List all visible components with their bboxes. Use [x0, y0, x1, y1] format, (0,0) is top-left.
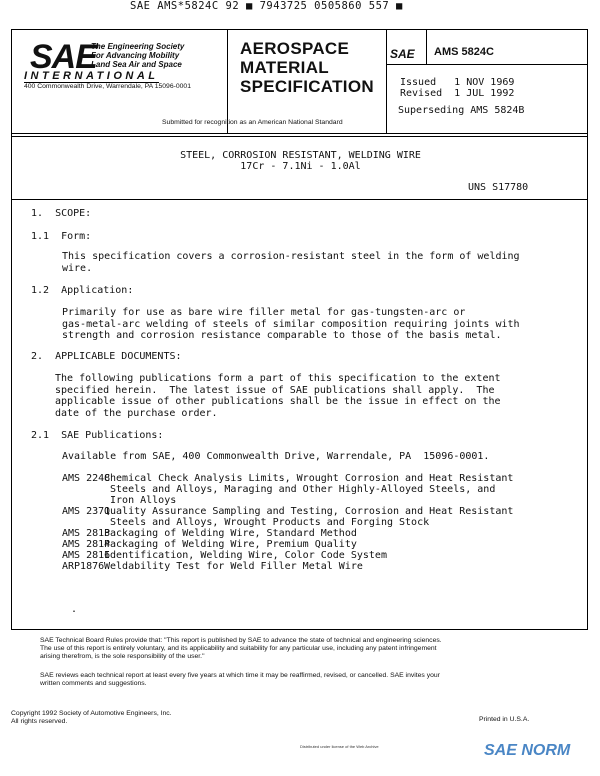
header-rule: [12, 136, 587, 137]
reference-item: [62, 539, 513, 550]
stray-mark: .: [71, 604, 78, 615]
tagline-line: Land Sea Air and Space: [91, 60, 182, 69]
scan-header: SAE AMS*5824C 92 ■ 7943725 0505860 557 ■: [130, 0, 403, 12]
reference-id: AMS 2248: [62, 473, 111, 484]
material-title: [12, 150, 589, 172]
section-text: The following publications form a part of this specification to the extent specified herein. The latest issue of SAE publications shall apply. The applicable issue of other publications shall be the issue in effect on the date of the purchase order.: [55, 373, 501, 419]
reference-item: [62, 506, 513, 528]
reference-title: Packaging of Welding Wire, Standard Method: [104, 528, 357, 539]
sae-small-logo: SAE: [390, 47, 415, 61]
tagline-line: The Engineering Society: [91, 42, 185, 51]
revised-date: Revised 1 JUL 1992: [400, 88, 515, 99]
uns-number: UNS S17780: [468, 182, 529, 193]
document-frame: [11, 29, 588, 630]
reference-id: AMS 2814: [62, 539, 111, 550]
title-line: SPECIFICATION: [240, 77, 374, 96]
superseding: Superseding AMS 5824B: [398, 105, 525, 116]
reference-title: Quality Assurance Sampling and Testing, Corrosion and Heat Resistant Steels and Alloys, Wrought Products and Forging Stock: [104, 506, 514, 528]
watermark-logo: SAE NORM: [484, 742, 571, 759]
material-title-line: STEEL, CORROSION RESISTANT, WELDING WIRE: [180, 150, 421, 161]
section-heading: 2. APPLICABLE DOCUMENTS:: [31, 351, 182, 362]
section-text: This specification covers a corrosion-resistant steel in the form of welding wire.: [62, 251, 520, 274]
section-heading: 1. SCOPE:: [31, 208, 92, 219]
reference-title: Identification, Welding Wire, Color Code System: [104, 550, 387, 561]
printed-in: Printed in U.S.A.: [479, 716, 530, 723]
reference-title: Chemical Check Analysis Limits, Wrought Corrosion and Heat Resistant Steels and Alloys, Maraging and Other Highly-Alloyed Steels, and Iron Alloys: [104, 473, 514, 506]
logo-tagline: [91, 42, 201, 69]
reference-title: Weldability Test for Weld Filler Metal Wire: [104, 561, 363, 572]
submitted-note: Submitted for recognition as an American National Standard: [162, 119, 343, 126]
title-line: AEROSPACE: [240, 39, 350, 58]
distribution-note: Distributed under license of the Web Archive: [300, 744, 379, 749]
reference-id: AMS 2371: [62, 506, 111, 517]
issue-dates: [400, 77, 514, 99]
header-divider: [227, 30, 228, 133]
reference-item: [62, 473, 513, 506]
reference-item: [62, 528, 513, 539]
ams-number: AMS 5824C: [434, 46, 494, 58]
footer-review: SAE reviews each technical report at least every five years at which time it may be reaffirmed, revised, or cancelled. SAE invites your written comments and suggestions.: [40, 672, 440, 687]
header-divider: [386, 30, 387, 133]
reference-id: ARP1876: [62, 561, 105, 572]
logo-international: INTERNATIONAL: [24, 70, 159, 82]
section-heading: 2.1 SAE Publications:: [31, 430, 164, 441]
document-type-title: [240, 39, 374, 96]
sae-logo: SAE: [30, 38, 97, 76]
material-title-line: 17Cr - 7.1Ni - 1.0Al: [240, 161, 361, 172]
reference-title: Packaging of Welding Wire, Premium Quality: [104, 539, 357, 550]
body-rule: [12, 199, 587, 200]
reference-item: [62, 561, 513, 572]
section-text: Primarily for use as bare wire filler metal for gas-tungsten-arc or gas-metal-arc welding of steels of similar composition requiring joints with strength and corrosion resistance comparable to those of the basis metal.: [62, 307, 520, 341]
issued-date: Issued 1 NOV 1969: [400, 77, 515, 88]
header-divider: [386, 64, 587, 65]
reference-item: [62, 550, 513, 561]
tagline-line: For Advancing Mobility: [91, 51, 180, 60]
header-rule: [12, 133, 587, 134]
copyright: Copyright 1992 Society of Automotive Engineers, Inc. All rights reserved.: [11, 710, 172, 725]
footer-policy: SAE Technical Board Rules provide that: "This report is published by SAE to advance the state of technical and engineering sciences. The use of this report is entirely voluntary, and its applicability and suitability for any particular use, including any patent infringement arising therefrom, is the sole responsibility of the user.": [40, 637, 442, 660]
section-text: Available from SAE, 400 Commonwealth Drive, Warrendale, PA 15096-0001.: [62, 451, 490, 462]
reference-id: AMS 2813: [62, 528, 111, 539]
section-heading: 1.1 Form:: [31, 231, 92, 242]
reference-list: [62, 473, 513, 572]
sae-address: 400 Commonwealth Drive, Warrendale, PA 15096-0001: [24, 83, 191, 90]
reference-id: AMS 2816: [62, 550, 111, 561]
title-line: MATERIAL: [240, 58, 329, 77]
section-heading: 1.2 Application:: [31, 285, 134, 296]
header-divider: [426, 30, 427, 64]
